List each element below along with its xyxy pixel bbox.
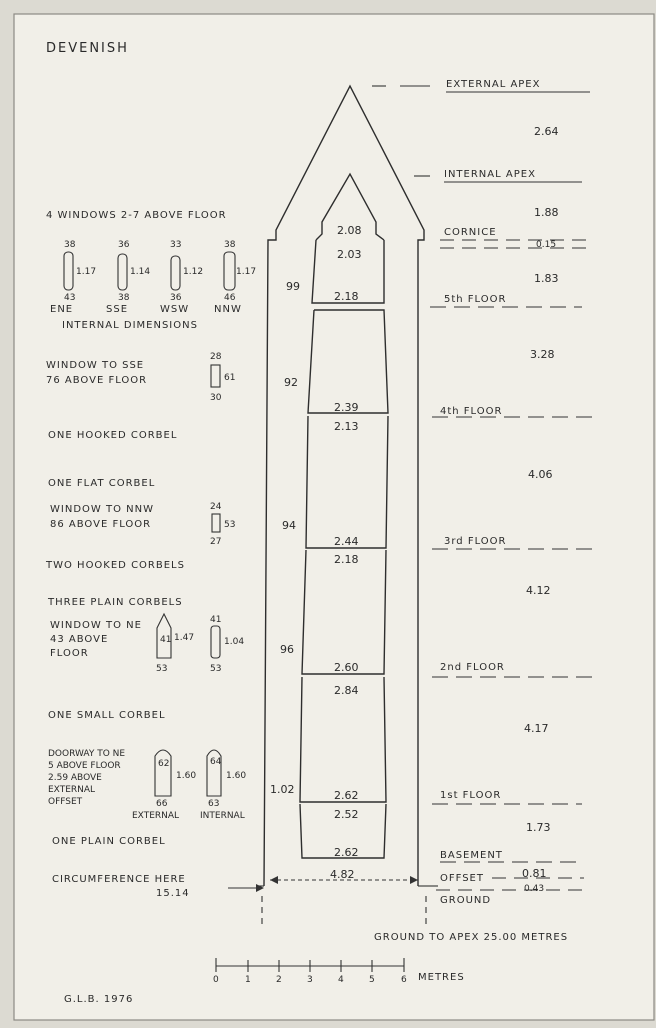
wall-3: 94 [282, 519, 296, 532]
corbel-note-3: TWO HOOKED CORBELS [46, 560, 185, 571]
window-nnw-line2: 86 ABOVE FLOOR [50, 519, 152, 530]
dim-6: 2.44 [334, 535, 359, 548]
svg-text:53: 53 [210, 664, 222, 674]
svg-text:53: 53 [156, 664, 168, 674]
height-cornice: 0.15 [536, 240, 557, 250]
window-sse-line2: 76 ABOVE FLOOR [46, 375, 148, 386]
svg-text:30: 30 [210, 393, 222, 403]
height-basement: 1.73 [526, 821, 551, 834]
windows-note-title: 4 WINDOWS 2-7 ABOVE FLOOR [46, 210, 227, 221]
dim-3: 2.18 [334, 290, 359, 303]
window-nnw-line1: WINDOW TO NNW [50, 504, 154, 515]
level-5th-floor: 5th FLOOR [444, 294, 507, 305]
corbel-note-4: THREE PLAIN CORBELS [48, 597, 183, 608]
svg-text:36: 36 [118, 240, 130, 250]
dim-1: 2.08 [337, 224, 362, 237]
title: DEVENISH [46, 41, 129, 56]
height-offset: 0.81 [522, 867, 547, 880]
svg-text:63: 63 [208, 799, 220, 809]
doorway-label-external: EXTERNAL [132, 811, 180, 821]
level-ground: GROUND [440, 895, 492, 906]
svg-text:41: 41 [210, 615, 222, 625]
svg-text:1.47: 1.47 [174, 633, 195, 643]
corbel-note-2: ONE FLAT CORBEL [48, 478, 156, 489]
svg-text:1.17: 1.17 [76, 267, 97, 277]
window-ne-line1: WINDOW TO NE [50, 620, 142, 631]
svg-text:0: 0 [213, 975, 219, 985]
wall-4: 96 [280, 643, 294, 656]
svg-text:1.60: 1.60 [226, 771, 247, 781]
doorway-line1: DOORWAY TO NE [48, 749, 126, 759]
height-internal: 1.88 [534, 206, 559, 219]
height-2nd: 4.12 [526, 584, 551, 597]
svg-text:64: 64 [210, 757, 222, 767]
level-4th-floor: 4th FLOOR [440, 406, 503, 417]
doorway-line4: EXTERNAL [48, 785, 96, 795]
corbel-note-5: ONE SMALL CORBEL [48, 710, 166, 721]
dim-8: 2.60 [334, 661, 359, 674]
level-external-apex: EXTERNAL APEX [446, 79, 541, 90]
circumference-label: CIRCUMFERENCE HERE [52, 874, 186, 885]
svg-text:53: 53 [224, 520, 236, 530]
svg-text:46: 46 [224, 293, 236, 303]
doorway-label-internal: INTERNAL [200, 811, 245, 821]
level-internal-apex: INTERNAL APEX [444, 169, 536, 180]
height-apex: 2.64 [534, 125, 559, 138]
level-basement: BASEMENT [440, 850, 503, 861]
svg-text:2: 2 [276, 975, 282, 985]
svg-text:38: 38 [224, 240, 236, 250]
corbel-note-1: ONE HOOKED CORBEL [48, 430, 178, 441]
window-sse-line1: WINDOW TO SSE [46, 360, 145, 371]
svg-text:1.12: 1.12 [183, 267, 204, 277]
level-cornice: CORNICE [444, 227, 497, 238]
svg-text:28: 28 [210, 352, 222, 362]
dim-9: 2.84 [334, 684, 359, 697]
window-ne-line2: 43 ABOVE [50, 634, 109, 645]
svg-text:24: 24 [210, 502, 222, 512]
doorway-line5: OFFSET [48, 797, 83, 807]
svg-text:62: 62 [158, 759, 170, 769]
dim-2: 2.03 [337, 248, 362, 261]
svg-text:5: 5 [369, 975, 375, 985]
svg-text:ENE: ENE [50, 304, 74, 315]
svg-text:6: 6 [401, 975, 407, 985]
dim-5: 2.13 [334, 420, 359, 433]
height-ground: 0.43 [524, 884, 545, 894]
svg-text:1.60: 1.60 [176, 771, 197, 781]
corbel-note-6: ONE PLAIN CORBEL [52, 836, 166, 847]
svg-text:1.17: 1.17 [236, 267, 257, 277]
windows-note-caption: INTERNAL DIMENSIONS [62, 320, 198, 331]
base-width: 4.82 [330, 868, 355, 881]
wall-5: 1.02 [270, 783, 295, 796]
svg-text:1: 1 [245, 975, 251, 985]
svg-text:3: 3 [307, 975, 313, 985]
doorway-line3: 2.59 ABOVE [48, 773, 102, 783]
dim-11: 2.52 [334, 808, 359, 821]
window-ne-line3: FLOOR [50, 648, 89, 659]
author-signature: G.L.B. 1976 [64, 994, 134, 1005]
doorway-line2: 5 ABOVE FLOOR [48, 761, 121, 771]
svg-text:1.04: 1.04 [224, 637, 245, 647]
svg-text:27: 27 [210, 537, 222, 547]
height-4th: 3.28 [530, 348, 555, 361]
svg-text:1.14: 1.14 [130, 267, 151, 277]
svg-text:38: 38 [118, 293, 130, 303]
height-5th: 1.83 [534, 272, 559, 285]
height-1st: 4.17 [524, 722, 549, 735]
svg-text:66: 66 [156, 799, 168, 809]
svg-text:36: 36 [170, 293, 182, 303]
level-2nd-floor: 2nd FLOOR [440, 662, 505, 673]
svg-text:61: 61 [224, 373, 236, 383]
level-3rd-floor: 3rd FLOOR [444, 536, 507, 547]
dim-10: 2.62 [334, 789, 359, 802]
svg-text:4: 4 [338, 975, 344, 985]
svg-text:SSE: SSE [106, 304, 129, 315]
svg-text:41: 41 [160, 635, 172, 645]
svg-text:43: 43 [64, 293, 76, 303]
wall-1: 99 [286, 280, 300, 293]
svg-text:33: 33 [170, 240, 182, 250]
svg-text:WSW: WSW [160, 304, 190, 315]
dim-12: 2.62 [334, 846, 359, 859]
svg-text:38: 38 [64, 240, 76, 250]
level-1st-floor: 1st FLOOR [440, 790, 502, 801]
svg-text:NNW: NNW [214, 304, 242, 315]
scale-unit: METRES [418, 972, 465, 983]
wall-2: 92 [284, 376, 298, 389]
dim-4: 2.39 [334, 401, 359, 414]
circumference-value: 15.14 [156, 888, 190, 899]
dim-7: 2.18 [334, 553, 359, 566]
height-3rd: 4.06 [528, 468, 553, 481]
total-height: GROUND TO APEX 25.00 METRES [374, 932, 569, 943]
level-offset: OFFSET [440, 873, 484, 884]
